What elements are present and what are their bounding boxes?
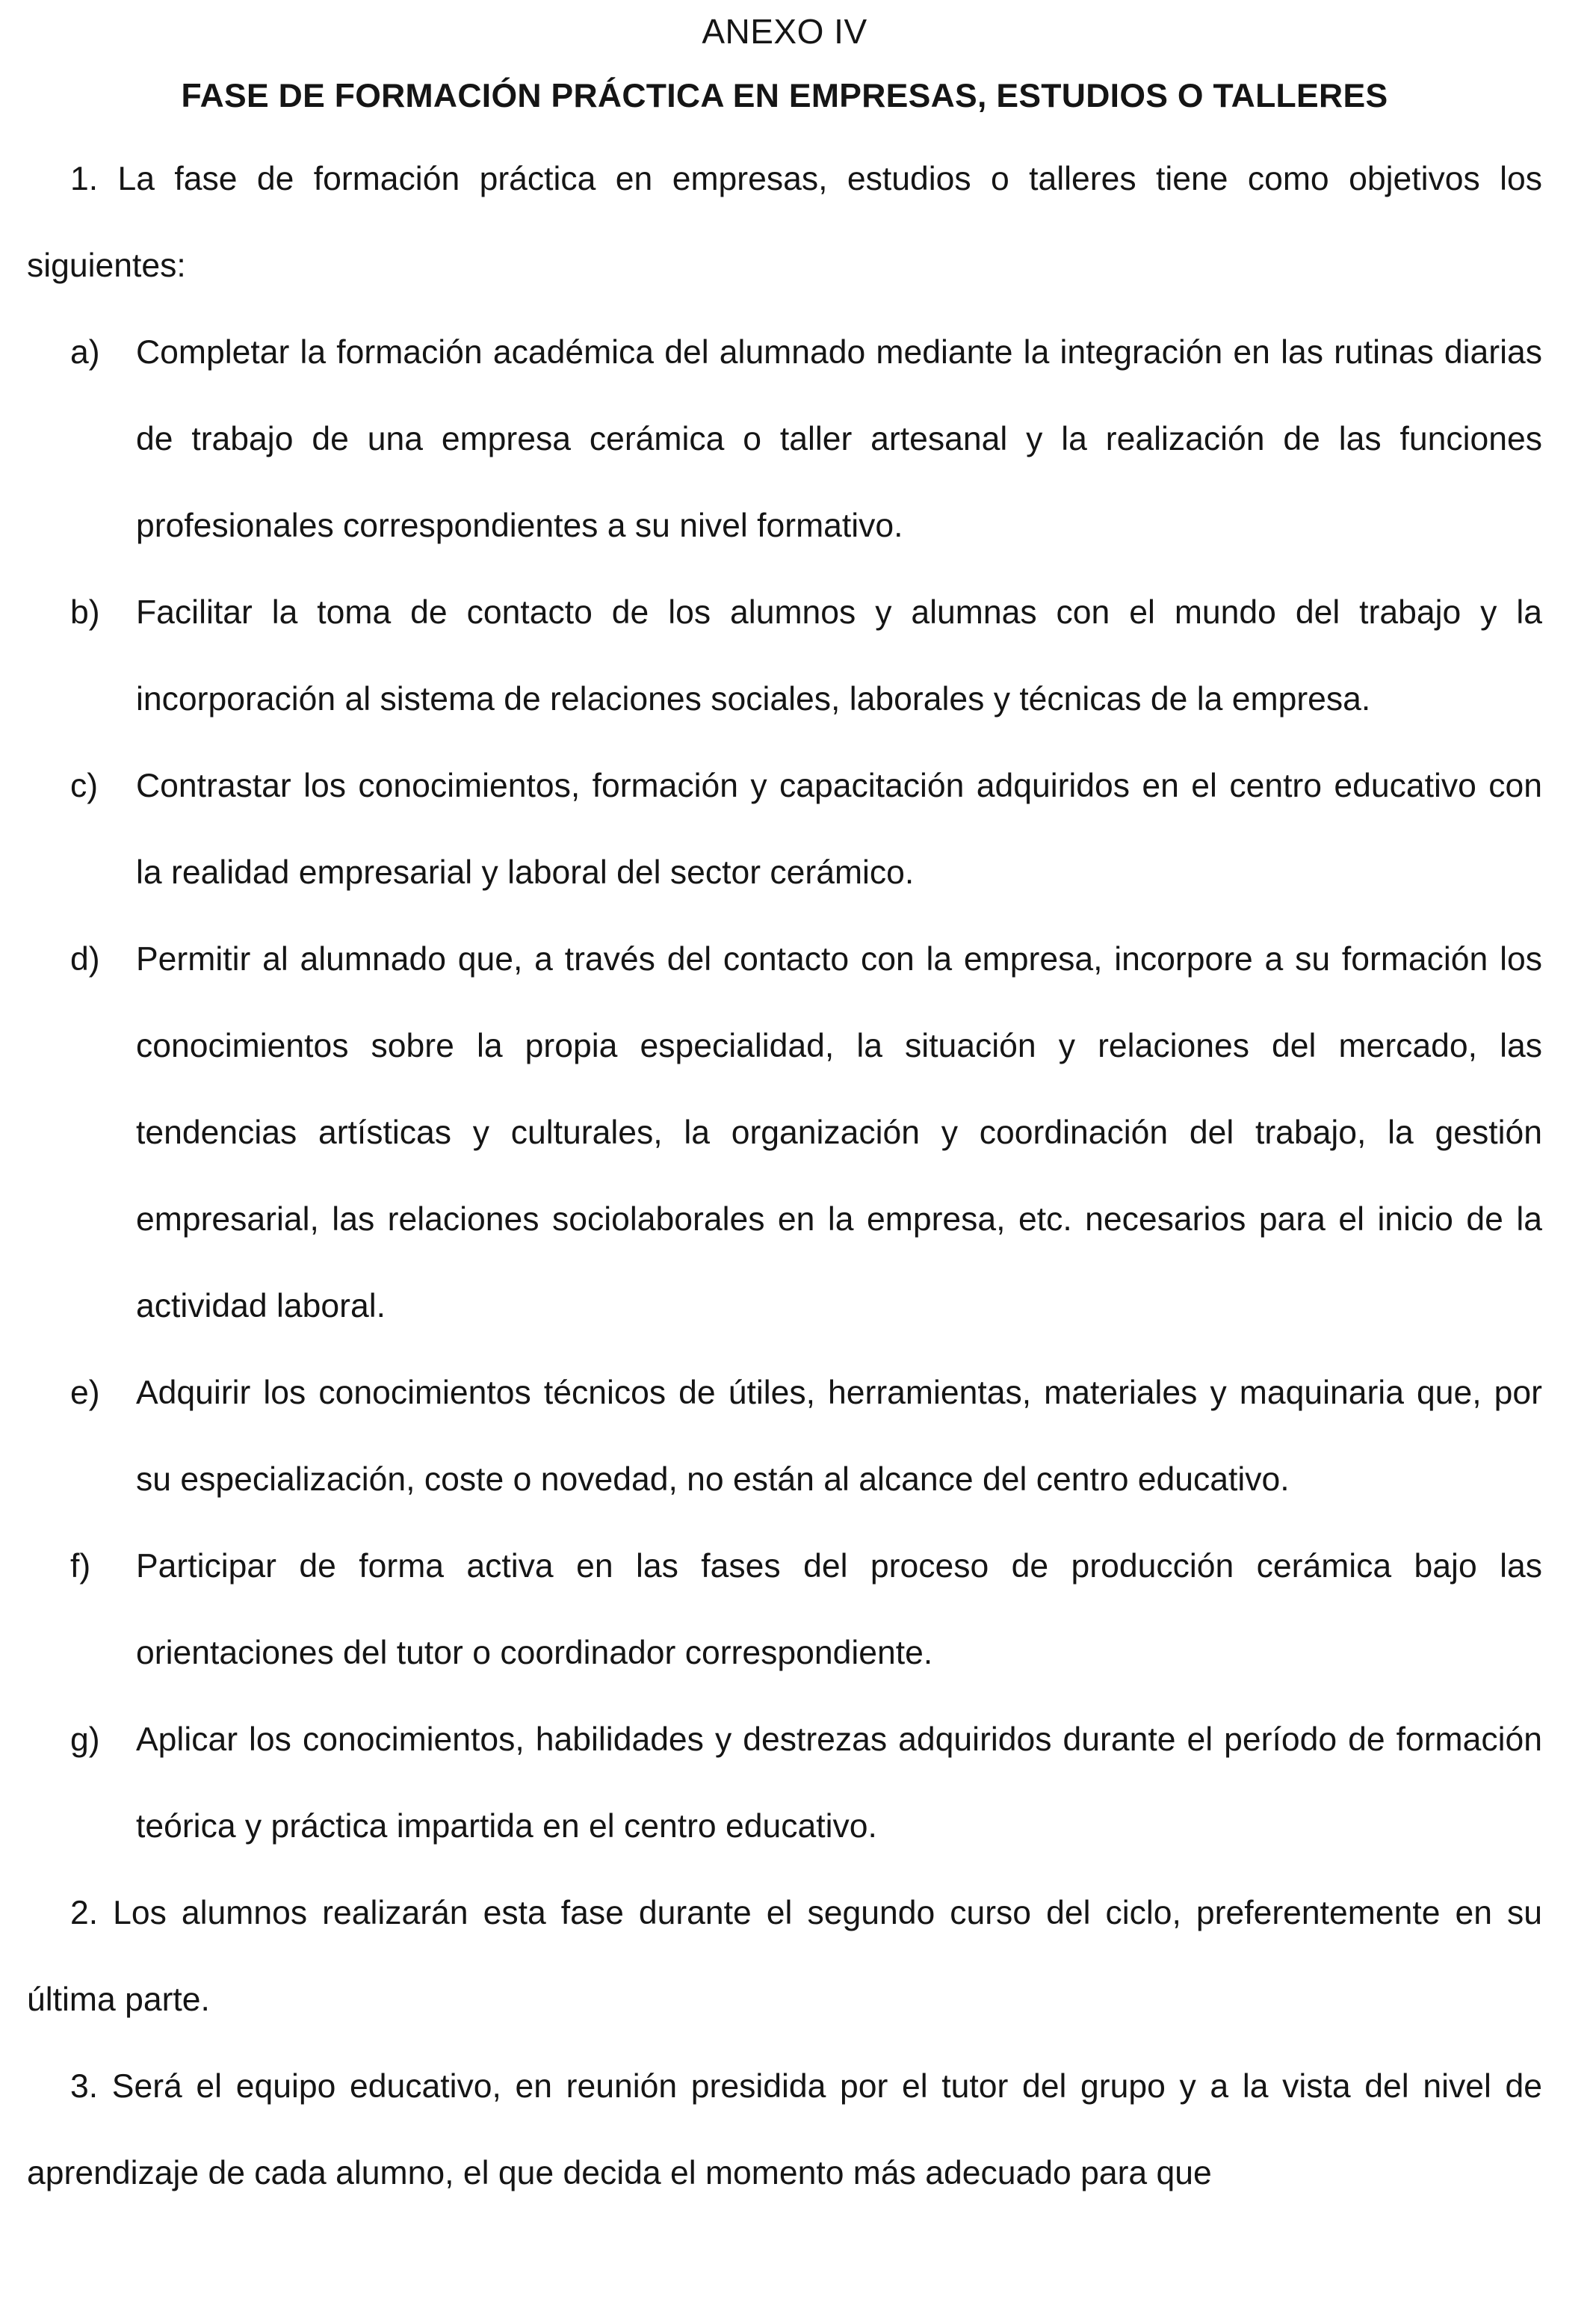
objective-marker: e) [70, 1375, 100, 1411]
annex-label: ANEXO IV [702, 12, 867, 51]
objective-text: Permitir al alumnado que, a través del contacto con la empresa, incorpore a su formación los conocimientos sobre la propia especialidad, la situación y relaciones del mercado, las tendencias artísticas y culturales, la organización y coordinación del trabajo, la gestión empresarial, las relaciones sociolaborales en la empresa, etc. necesarios para el inicio de la actividad laboral. [136, 941, 1542, 1324]
objective-item-b [27, 570, 1542, 743]
objective-item-d [27, 916, 1542, 1350]
objectives-list [27, 309, 1542, 1870]
objective-marker: f) [70, 1548, 91, 1585]
objective-text: Completar la formación académica del alumnado mediante la integración en las rutinas diarias de trabajo de una empresa cerámica o taller artesanal y la realización de las funciones profesionales correspondientes a su nivel formativo. [136, 334, 1542, 544]
paragraph-3: 3. Será el equipo educativo, en reunión presidida por el tutor del grupo y a la vista del nivel de aprendizaje de cada alumno, el que decida el momento más adecuado para que [27, 2068, 1542, 2191]
objective-text: Participar de forma activa en las fases del proceso de producción cerámica bajo las orientaciones del tutor o coordinador correspondiente. [136, 1548, 1542, 1671]
objective-marker: a) [70, 334, 100, 371]
objective-marker: b) [70, 594, 100, 631]
document-title: FASE DE FORMACIÓN PRÁCTICA EN EMPRESAS, ESTUDIOS O TALLERES [181, 78, 1388, 114]
objective-marker: d) [70, 941, 100, 978]
objective-item-f [27, 1523, 1542, 1697]
objective-text: Adquirir los conocimientos técnicos de útiles, herramientas, materiales y maquinaria que, por su especialización, coste o novedad, no están al alcance del centro educativo. [136, 1375, 1542, 1498]
objective-item-c [27, 743, 1542, 916]
paragraph-2: 2. Los alumnos realizarán esta fase durante el segundo curso del ciclo, preferentemente en su última parte. [27, 1895, 1542, 2018]
objective-marker: g) [70, 1721, 100, 1758]
objective-text: Aplicar los conocimientos, habilidades y destrezas adquiridos durante el período de formación teórica y práctica impartida en el centro educativo. [136, 1721, 1542, 1845]
objective-marker: c) [70, 768, 99, 804]
objective-item-e [27, 1350, 1542, 1523]
objective-text: Facilitar la toma de contacto de los alumnos y alumnas con el mundo del trabajo y la incorporación al sistema de relaciones sociales, laborales y técnicas de la empresa. [136, 594, 1542, 718]
objective-item-g [27, 1697, 1542, 1870]
objective-item-a [27, 309, 1542, 570]
objective-text: Contrastar los conocimientos, formación y capacitación adquiridos en el centro educativo con la realidad empresarial y laboral del sector cerámico. [136, 768, 1542, 891]
paragraph-1: 1. La fase de formación práctica en empresas, estudios o talleres tiene como objetivos los siguientes: [27, 161, 1542, 284]
